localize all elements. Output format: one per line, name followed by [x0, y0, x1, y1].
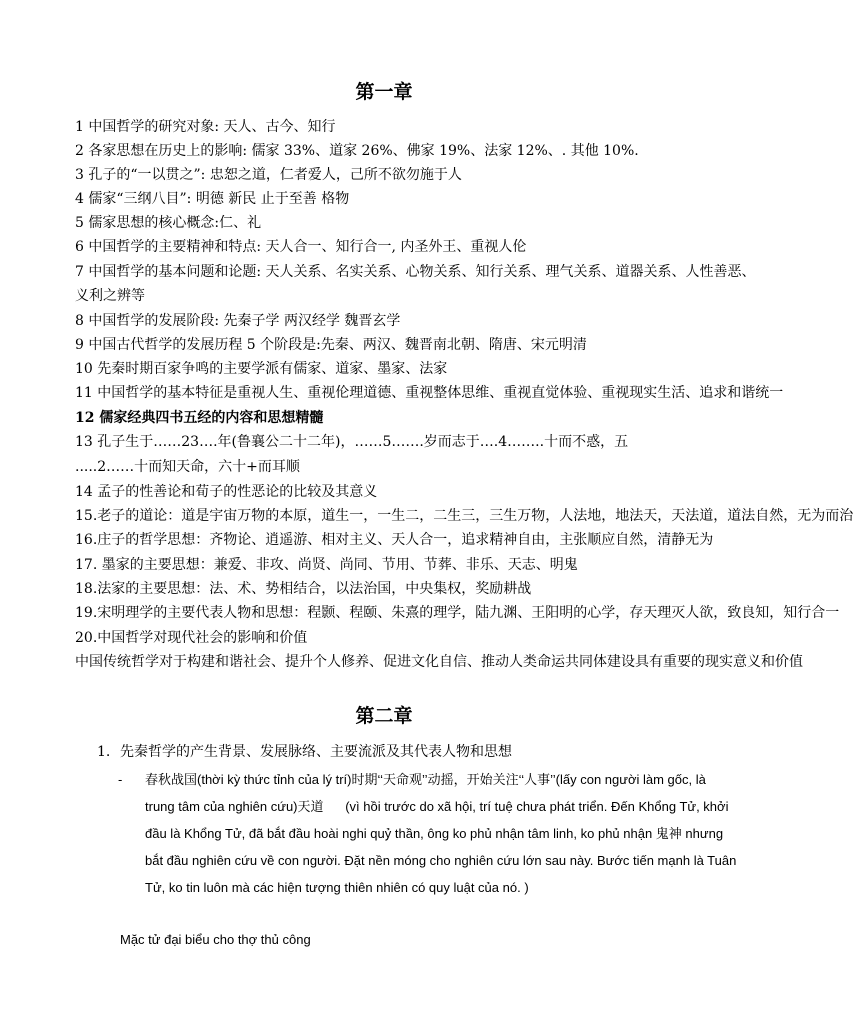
item-number: 1. [97, 744, 111, 760]
chapter-2-heading: 第二章 [355, 705, 413, 727]
paragraph-segment: (vì hồi trước do xã hội, trí tuệ chưa phát triển. Đến Khổng Tử, khởi đầu là Khổng Tử, đã bắt đầu hoài nghi quỷ thần, ông ko phủ nhận tâm linh, ko phủ nhận [145, 799, 729, 841]
text-line: Mặc tử đại biểu cho thợ thủ công [120, 932, 311, 947]
text-line: 2 各家思想在历史上的影响: 儒家 33%、道家 26%、佛家 19%、法家 12%、. 其他 10%. [75, 143, 639, 159]
paragraph-segment: nhưng bắt đầu nghiên cứu về con người. Đặt nền móng cho nghiên cứu lớn sau này. Bước tiến mạnh là Tuân Tử, ko tin luôn mà các hiện tượng thiên nhiên có quy luật của nó. ) [145, 826, 737, 895]
text-line: 6 中国哲学的主要精神和特点: 天人合一、知行合一, 内圣外王、重视人伦 [75, 239, 527, 255]
text-line-bold: 12 儒家经典四书五经的内容和思想精髓 [75, 410, 324, 426]
numbered-item [97, 742, 747, 762]
item-text: 先秦哲学的产生背景、发展脉络、主要流派及其代表人物和思想 [120, 744, 512, 760]
paragraph-segment: 鬼神 [655, 826, 682, 841]
text-line: 10 先秦时期百家争鸣的主要学派有儒家、道家、墨家、法家 [75, 361, 448, 377]
text-line: 4 儒家“三纲八目”: 明德 新民 止于至善 格物 [75, 191, 350, 207]
dash-bullet: - [118, 772, 123, 787]
text-line: 1 中国哲学的研究对象: 天人、古今、知行 [75, 119, 336, 135]
text-line: 8 中国哲学的发展阶段: 先秦子学 两汉经学 魏晋玄学 [75, 313, 401, 329]
text-line: 义利之辨等 [75, 288, 145, 304]
text-line: 13 孔子生于……23….年(鲁襄公二十二年)，……5…….岁而志于….4……..十而不惑，五 [75, 434, 629, 450]
bullet-paragraph [118, 766, 738, 901]
text-line: 3 孔子的“一以贯之”: 忠恕之道，仁者爱人，己所不欲勿施于人 [75, 167, 462, 183]
text-line: 9 中国古代哲学的发展历程 5 个阶段是:先秦、两汉、魏晋南北朝、隋唐、宋元明清 [75, 337, 587, 353]
paragraph-text [145, 766, 738, 901]
text-line: 5 儒家思想的核心概念:仁、礼 [75, 215, 262, 231]
text-line: 15.老子的道论：道是宇宙万物的本原，道生一，一生二，二生三，三生万物，人法地，地法天，天法道，道法自然，无为而治 [75, 508, 853, 524]
text-line: 7 中国哲学的基本问题和论题: 天人关系、名实关系、心物关系、知行关系、理气关系、道器关系、人性善恶、 [75, 264, 756, 280]
text-line: 14 孟子的性善论和荀子的性恶论的比较及其意义 [75, 484, 378, 500]
text-line: .....2……十而知天命，六十+而耳顺 [75, 459, 300, 475]
text-line: 17. 墨家的主要思想：兼爱、非攻、尚贤、尚同、节用、节葬、非乐、天志、明鬼 [75, 557, 578, 573]
text-line: 19.宋明理学的主要代表人物和思想：程颢、程颐、朱熹的理学，陆九渊、王阳明的心学，存天理灭人欲，致良知，知行合一 [75, 605, 840, 621]
text-line: 11 中国哲学的基本特征是重视人生、重视伦理道德、重视整体思维、重视直觉体验、重视现实生活、追求和谐统一 [75, 385, 784, 401]
text-line: 18.法家的主要思想：法、术、势相结合，以法治国，中央集权，奖励耕战 [75, 581, 532, 597]
text-line: 中国传统哲学对于构建和谐社会、提升个人修养、促进文化自信、推动人类命运共同体建设具有重要的现实意义和价值 [75, 654, 803, 670]
text-line: 20.中国哲学对现代社会的影响和价值 [75, 630, 308, 646]
chapter-1-heading: 第一章 [355, 81, 413, 103]
text-line: 16.庄子的哲学思想：齐物论、逍遥游、相对主义、天人合一，追求精神自由，主张顺应自然，清静无为 [75, 532, 714, 548]
paragraph-segment: 春秋战国(thời kỳ thức tỉnh của lý trí)时期‘‘天命观’’动摇，开始关注‘‘人事’’(lấy con người làm gốc, là trung tâm của nghiên cứu)天道 [145, 772, 706, 814]
